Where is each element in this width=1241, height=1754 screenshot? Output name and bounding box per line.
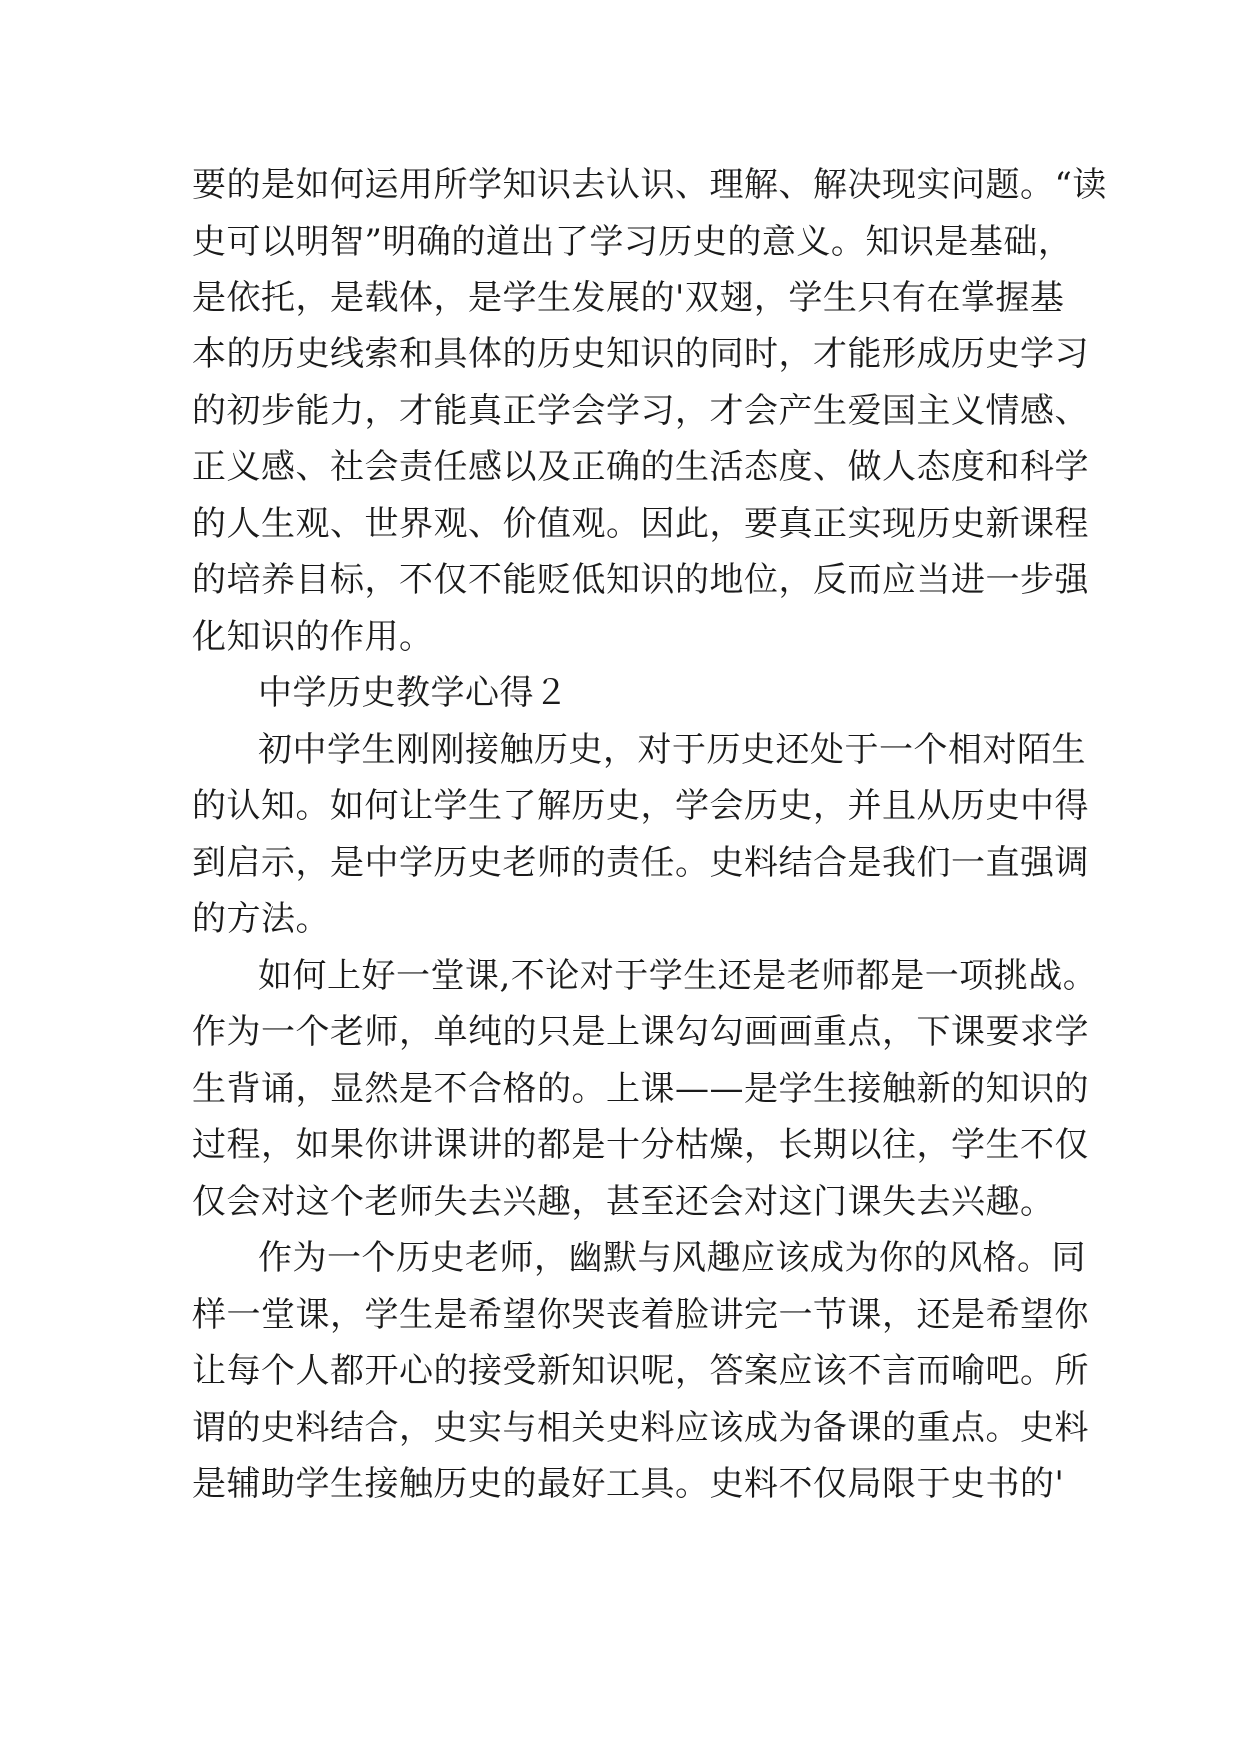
text-line: 的初步能力，才能真正学会学习，才会产生爱国主义情感、: [192, 391, 1089, 431]
text-line: 史可以明智”明确的道出了学习历史的意义。知识是基础，: [192, 222, 1073, 262]
text-line: 生背诵，显然是不合格的。上课——是学生接触新的知识的: [192, 1069, 1089, 1109]
paragraph-start: 初中学生刚刚接触历史，对于历史还处于一个相对陌生: [258, 730, 1086, 770]
text-line: 仅会对这个老师失去兴趣，甚至还会对这门课失去兴趣。: [192, 1182, 1055, 1222]
text-line: 正义感、社会责任感以及正确的生活态度、做人态度和科学: [192, 447, 1089, 487]
paragraph-start: 如何上好一堂课,不论对于学生还是老师都是一项挑战。: [258, 956, 1098, 996]
text-line: 作为一个老师，单纯的只是上课勾勾画画重点，下课要求学: [192, 1012, 1089, 1052]
text-line: 谓的史料结合，史实与相关史料应该成为备课的重点。史料: [192, 1408, 1089, 1448]
text-line: 的认知。如何让学生了解历史，学会历史，并且从历史中得: [192, 786, 1089, 826]
text-line: 的方法。: [192, 899, 330, 939]
text-line: 要的是如何运用所学知识去认识、理解、解决现实问题。“读: [192, 165, 1107, 205]
text-line: 让每个人都开心的接受新知识呢，答案应该不言而喻吧。所: [192, 1351, 1089, 1391]
text-line: 化知识的作用。: [192, 617, 434, 657]
text-line: 过程，如果你讲课讲的都是十分枯燥，长期以往，学生不仅: [192, 1125, 1089, 1165]
text-line: 的培养目标，不仅不能贬低知识的地位，反而应当进一步强: [192, 560, 1089, 600]
text-line: 到启示，是中学历史老师的责任。史料结合是我们一直强调: [192, 843, 1089, 883]
paragraph-start: 作为一个历史老师，幽默与风趣应该成为你的风格。同: [258, 1238, 1086, 1278]
text-line: 的人生观、世界观、价值观。因此，要真正实现历史新课程: [192, 504, 1089, 544]
text-line: 本的历史线索和具体的历史知识的同时，才能形成历史学习: [192, 334, 1089, 374]
text-line: 样一堂课，学生是希望你哭丧着脸讲完一节课，还是希望你: [192, 1295, 1089, 1335]
section-heading: 中学历史教学心得２: [258, 673, 569, 713]
text-line: 是辅助学生接触历史的最好工具。史料不仅局限于史书的': [192, 1464, 1065, 1504]
text-line: 是依托，是载体，是学生发展的'双翅，学生只有在掌握基: [192, 278, 1065, 318]
